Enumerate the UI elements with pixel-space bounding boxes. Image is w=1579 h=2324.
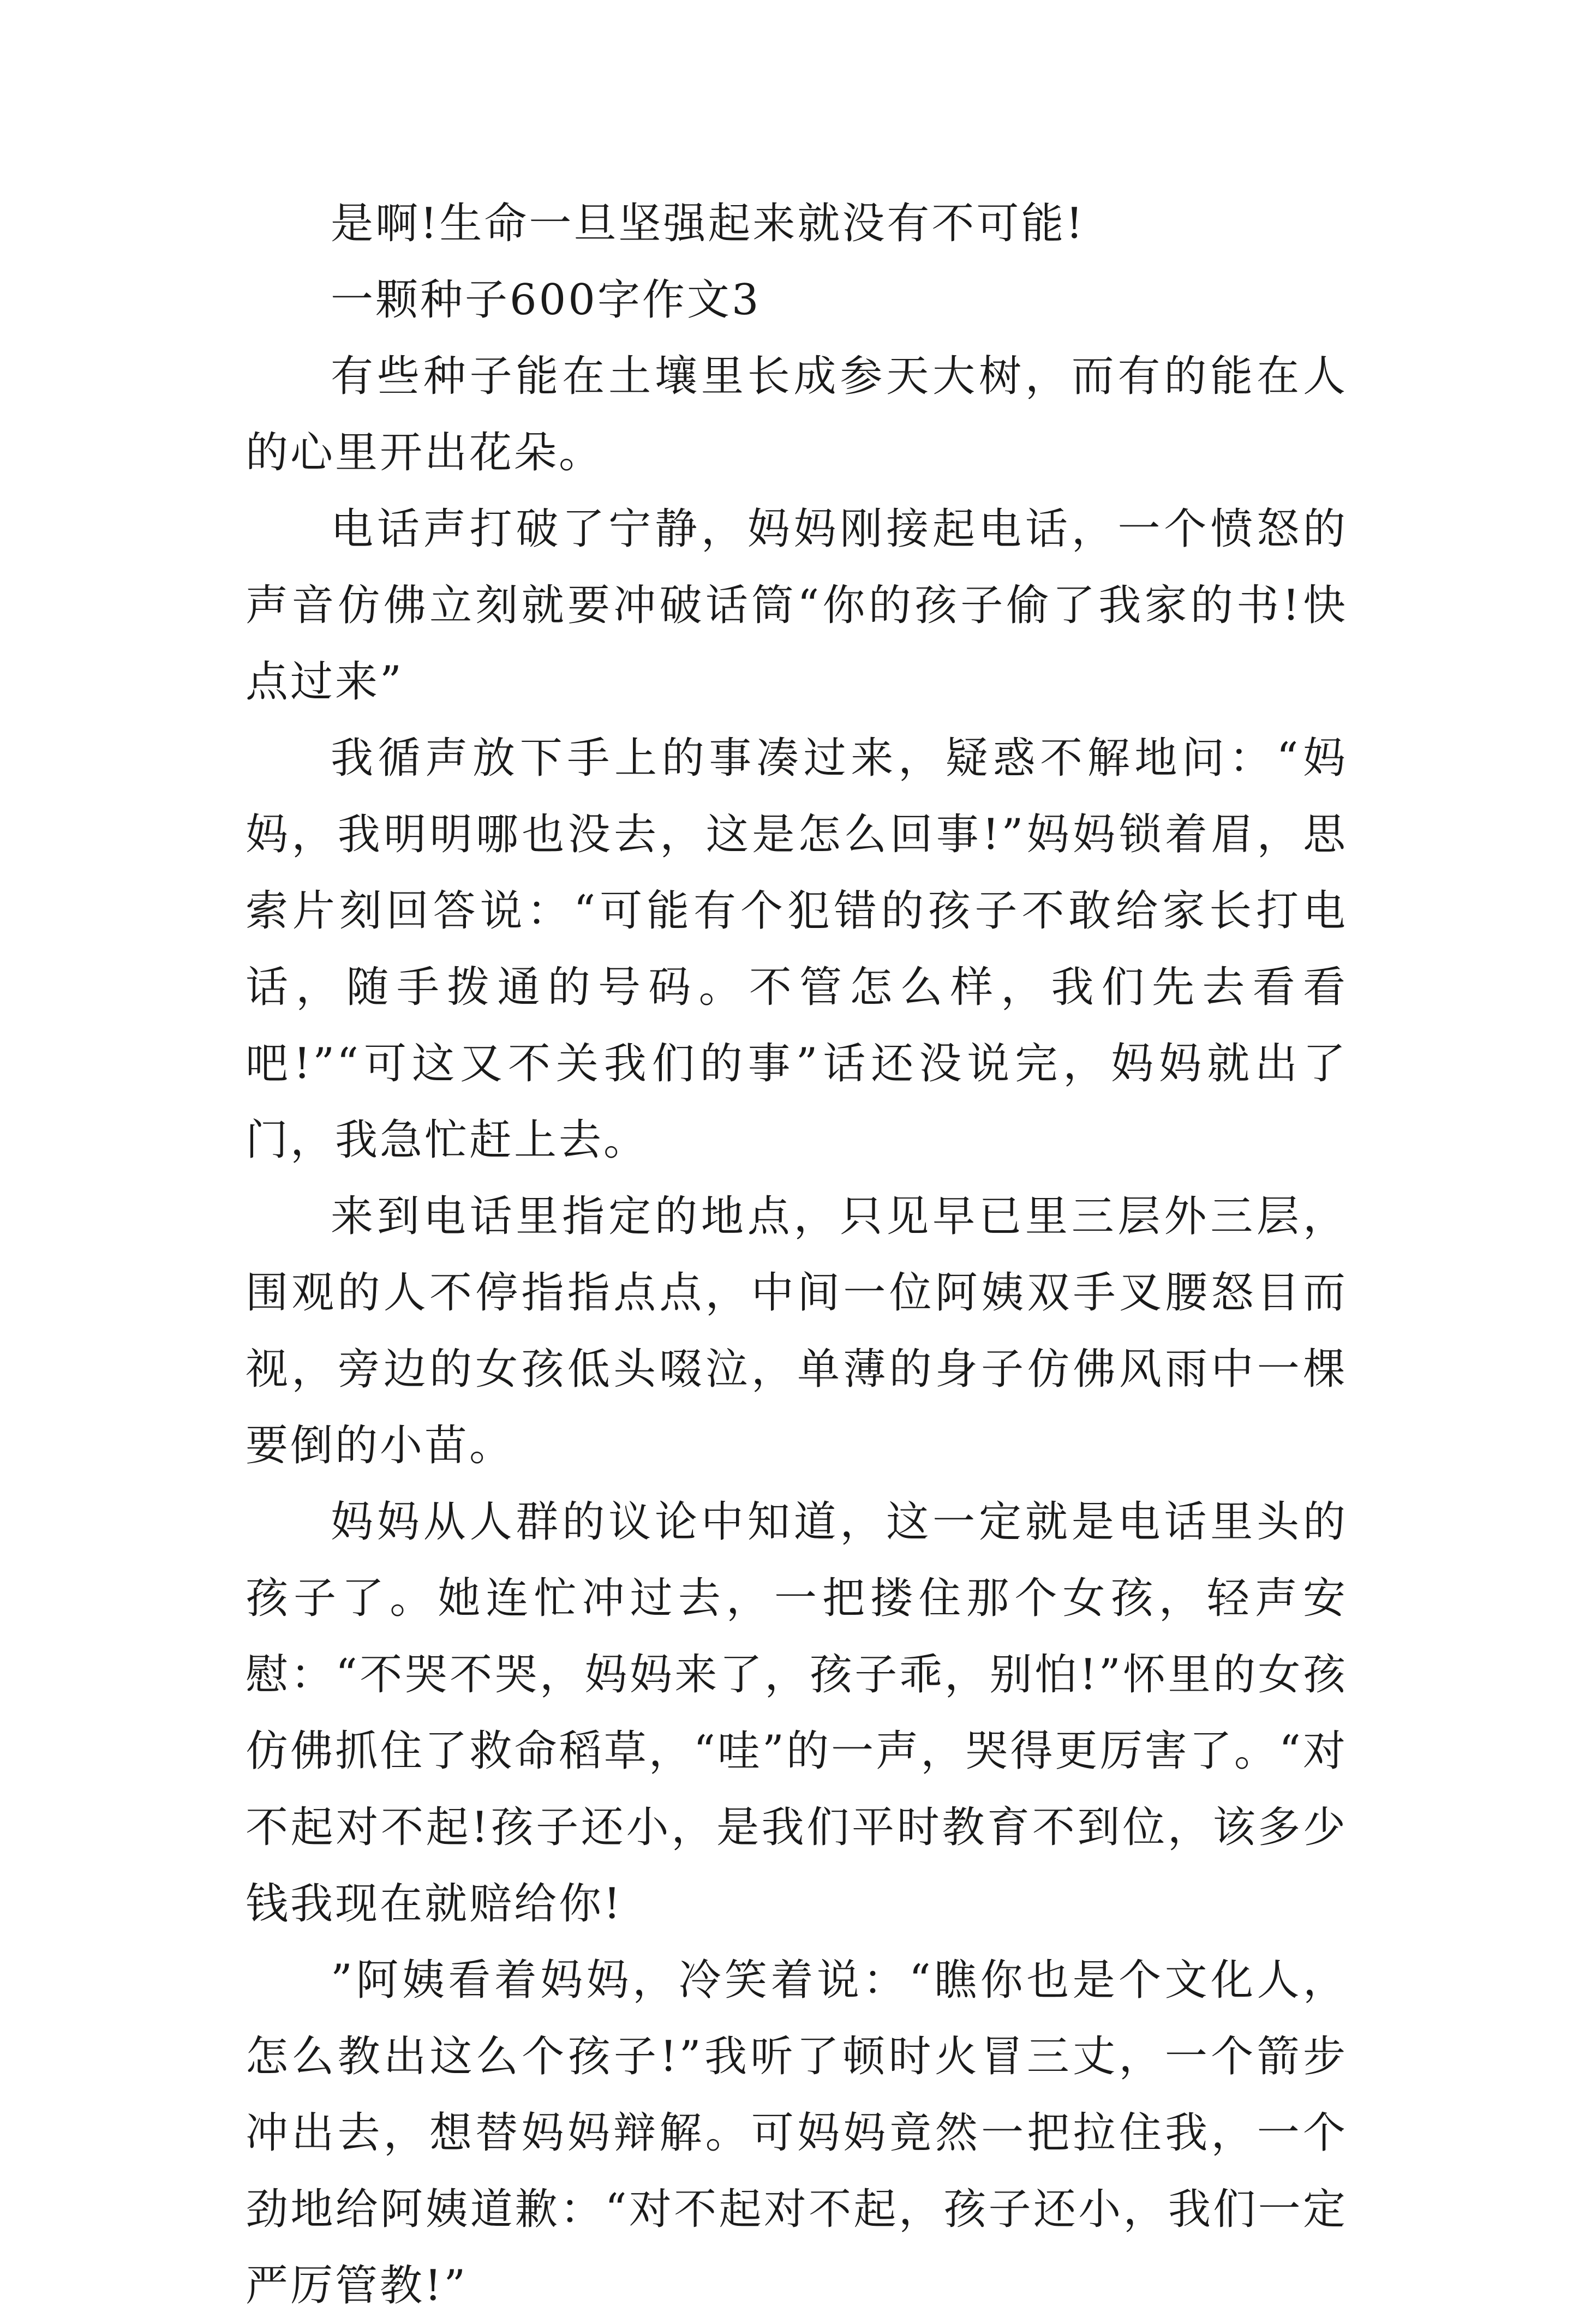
paragraph-7: ”阿姨看着妈妈，冷笑着说：“瞧你也是个文化人，怎么教出这么个孩子!”我听了顿时火冒三丈，一个箭步冲出去，想替妈妈辩解。可妈妈竟然一把拉住我，一个劲地给阿姨道歉：“对不起对不起，孩子还小，我们一定严厉管教!” [246,1956,1348,2310]
document-body [246,185,1348,2324]
paragraph-5: 来到电话里指定的地点，只见早已里三层外三层，围观的人不停指指点点，中间一位阿姨双手叉腰怒目而视，旁边的女孩低头啜泣，单薄的身子仿佛风雨中一棵要倒的小苗。 [246,1192,1348,1470]
paragraph-2: 有些种子能在土壤里长成参天大树，而有的能在人的心里开出花朵。 [246,352,1348,477]
paragraph-3: 电话声打破了宁静，妈妈刚接起电话，一个愤怒的声音仿佛立刻就要冲破话筒“你的孩子偷了我家的书!快点过来” [246,505,1348,706]
paragraph-1: 是啊!生命一旦坚强起来就没有不可能! [331,199,1085,248]
section-heading: 一颗种子600字作文3 [331,275,761,325]
paragraph-6: 妈妈从人群的议论中知道，这一定就是电话里头的孩子了。她连忙冲过去，一把搂住那个女孩，轻声安慰：“不哭不哭，妈妈来了，孩子乖，别怕!”怀里的女孩仿佛抓住了救命稻草，“哇”的一声，哭得更厉害了。“对不起对不起!孩子还小，是我们平时教育不到位，该多少钱我现在就赔给你! [246,1498,1348,1928]
paragraph-4: 我循声放下手上的事凑过来，疑惑不解地问：“妈妈，我明明哪也没去，这是怎么回事!”妈妈锁着眉，思索片刻回答说：“可能有个犯错的孩子不敢给家长打电话，随手拨通的号码。不管怎么样，我们先去看看吧!”“可这又不关我们的事”话还没说完，妈妈就出了门，我急忙赶上去。 [246,734,1348,1165]
